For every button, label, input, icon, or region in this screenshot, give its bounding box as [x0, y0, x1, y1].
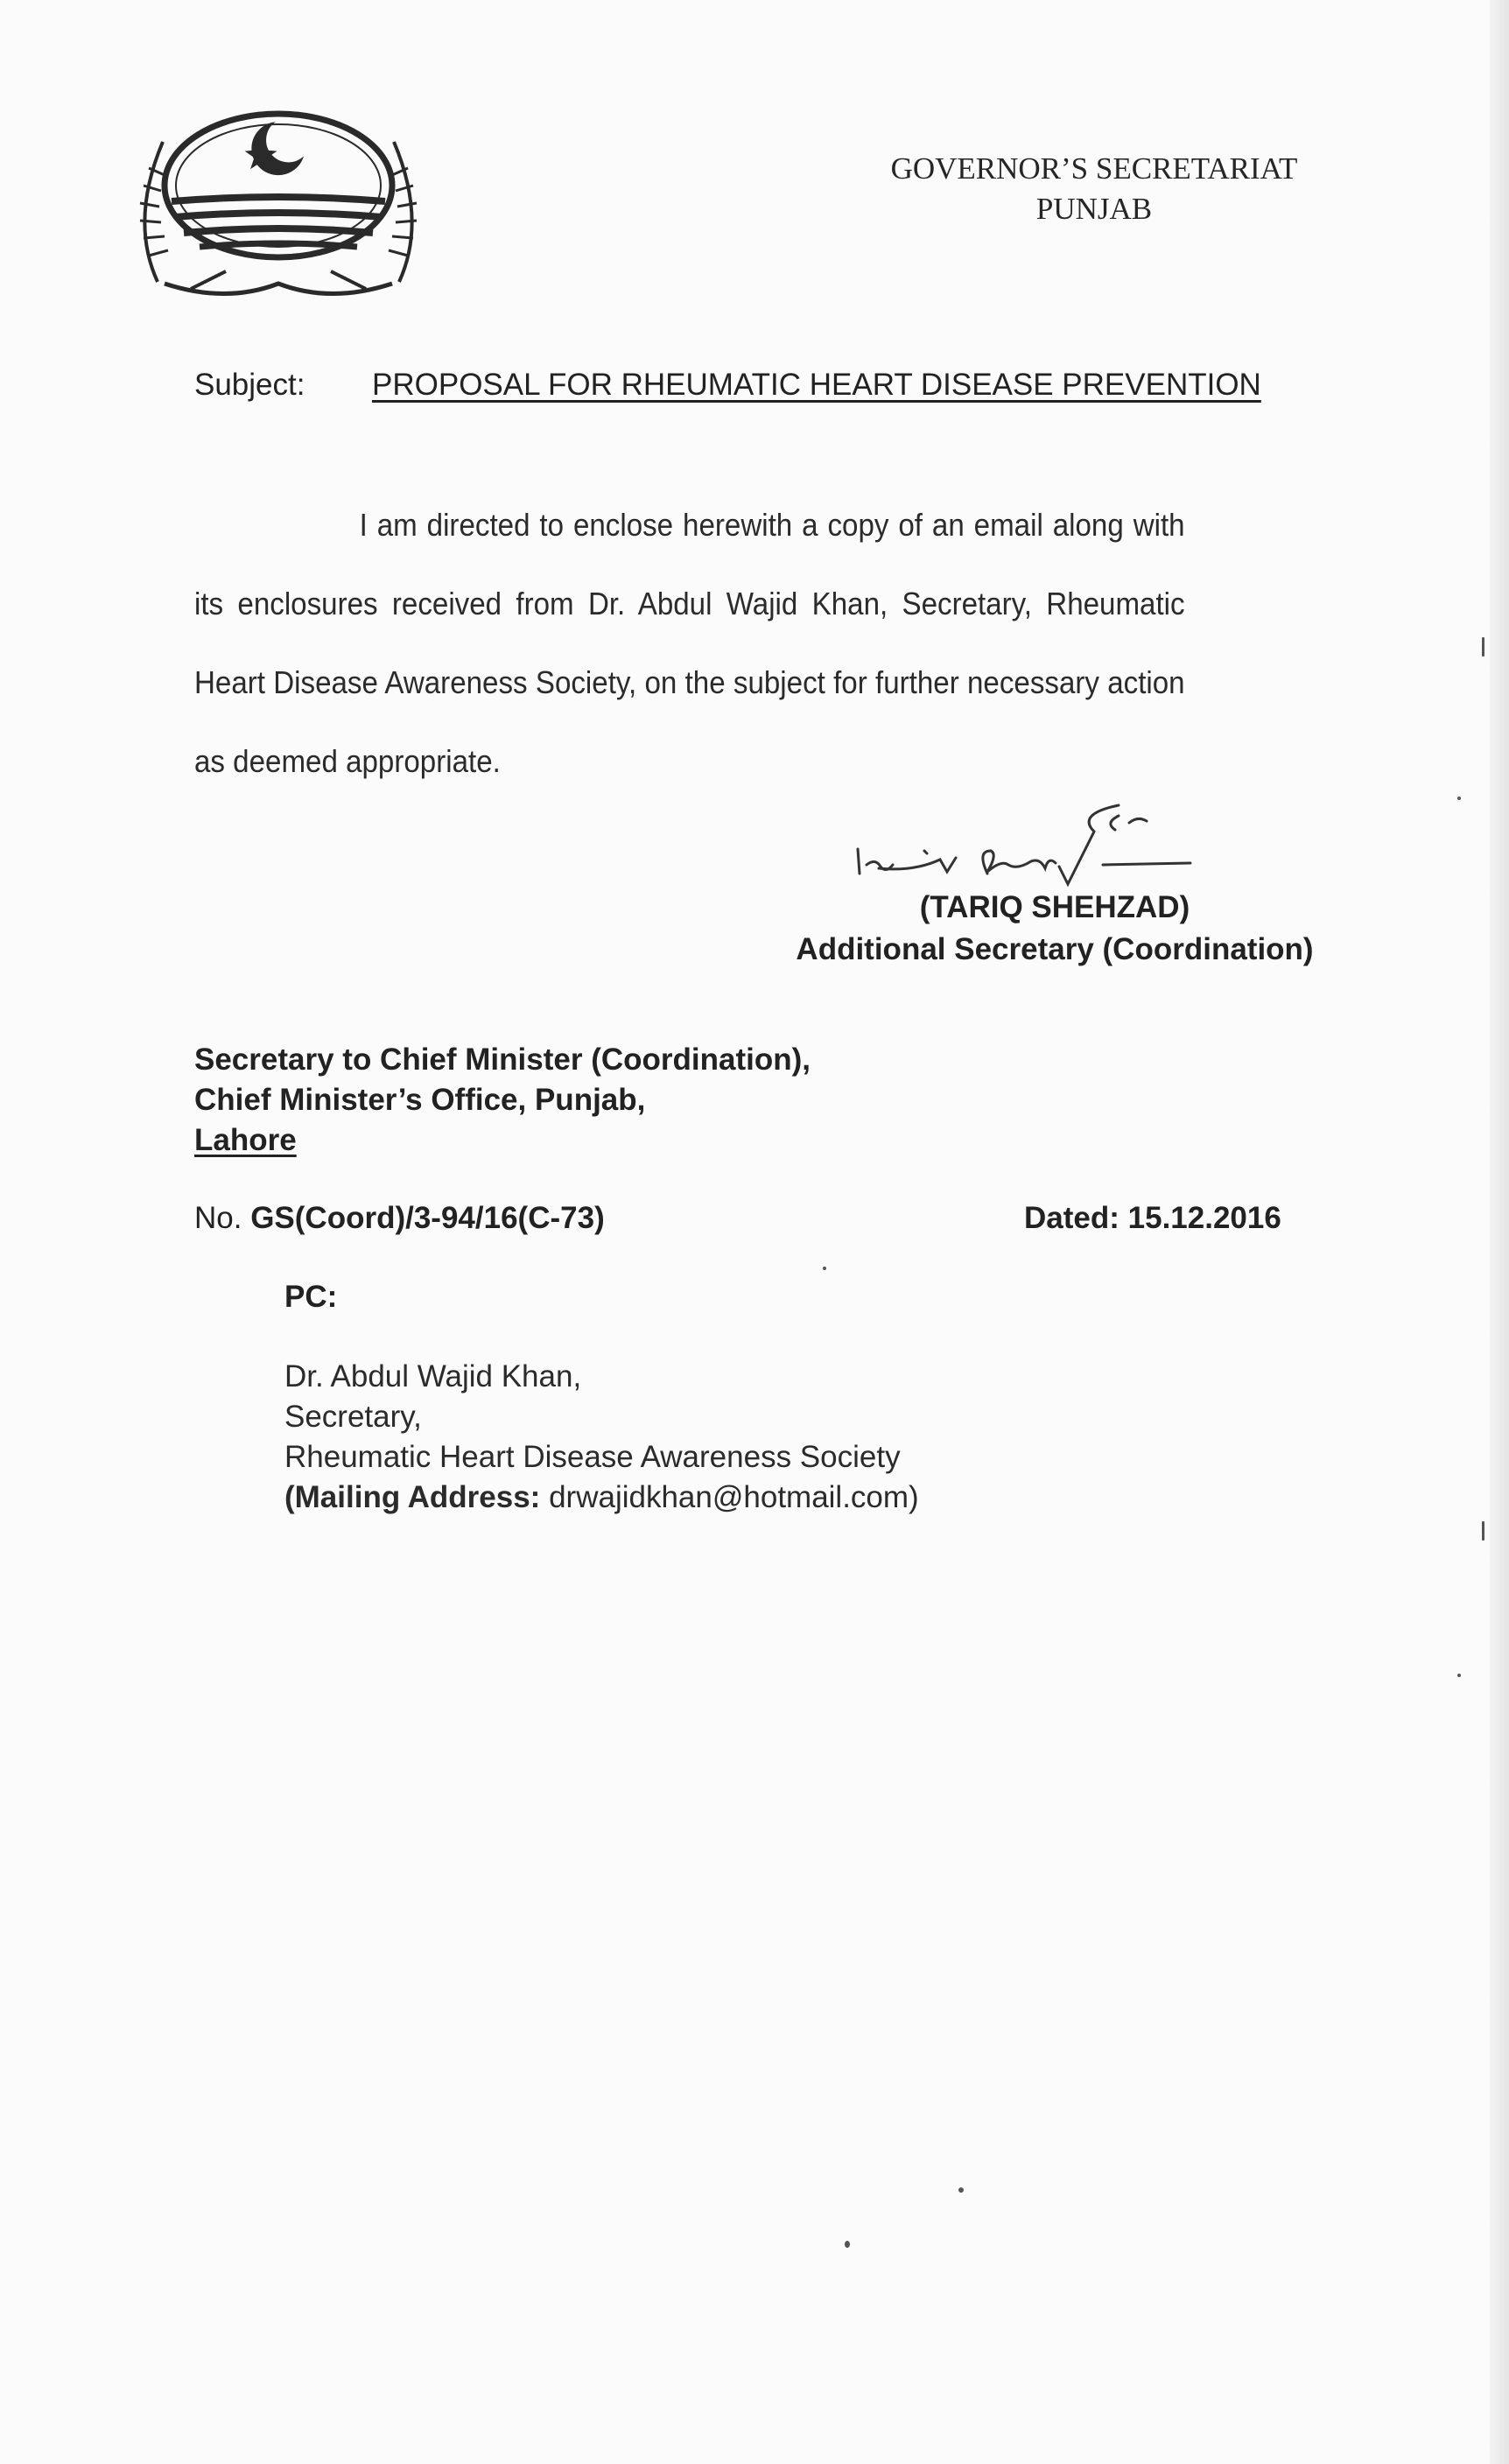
addressee-block	[194, 1040, 811, 1161]
body-paragraph: I am directed to enclose herewith a copy of an email along with its enclosures received from Dr. Abdul Wajid Khan, Secretary, Rheumatic Heart Disease Awareness Society, on the subject for further necessary action as deemed appropriate.	[194, 507, 1185, 779]
pc-label: PC:	[284, 1280, 338, 1314]
scan-speck	[1457, 1674, 1461, 1677]
reference-number	[194, 1201, 605, 1236]
pc-recipient-block	[284, 1357, 919, 1518]
dated	[1024, 1201, 1281, 1236]
pc-line-1: Dr. Abdul Wajid Khan,	[284, 1359, 582, 1393]
addressee-line-2: Chief Minister’s Office, Punjab,	[194, 1083, 646, 1117]
scan-speck	[958, 2187, 964, 2193]
pc-mailing-value: drwajidkhan@hotmail.com)	[549, 1480, 919, 1514]
addressee-line-3: Lahore	[194, 1123, 297, 1157]
pc-mailing-address	[284, 1478, 919, 1518]
signatory-designation: Additional Secretary (Coordination)	[796, 932, 1314, 966]
handwritten-signature	[840, 770, 1269, 902]
scan-speck	[1457, 797, 1461, 800]
pc-line-3: Rheumatic Heart Disease Awareness Society	[284, 1440, 901, 1474]
punjab-government-emblem-icon	[95, 98, 462, 317]
scan-speck	[845, 2241, 850, 2248]
scan-speck	[823, 1267, 826, 1270]
dated-value: 15.12.2016	[1127, 1201, 1281, 1235]
subject-label: Subject:	[194, 368, 305, 402]
signatory-name: (TARIQ SHEHZAD)	[919, 890, 1190, 924]
letterhead-line-2: PUNJAB	[1035, 192, 1153, 226]
subject-text: PROPOSAL FOR RHEUMATIC HEART DISEASE PREVENTION	[372, 368, 1261, 402]
pc-mailing-label: (Mailing Address:	[284, 1480, 541, 1514]
scan-edge	[1490, 0, 1509, 2464]
letterhead-line-1: GOVERNOR’S SECRETARIAT	[890, 151, 1298, 186]
reference-prefix: No.	[194, 1201, 242, 1235]
letterhead	[788, 149, 1400, 229]
pc-line-2: Secretary,	[284, 1400, 422, 1434]
dated-label: Dated:	[1024, 1201, 1119, 1235]
reference-value: GS(Coord)/3-94/16(C-73)	[250, 1201, 605, 1235]
addressee-line-1: Secretary to Chief Minister (Coordination),	[194, 1042, 811, 1077]
scan-speck	[1482, 637, 1484, 656]
scan-speck	[1482, 1521, 1484, 1541]
signatory-block	[753, 887, 1357, 971]
